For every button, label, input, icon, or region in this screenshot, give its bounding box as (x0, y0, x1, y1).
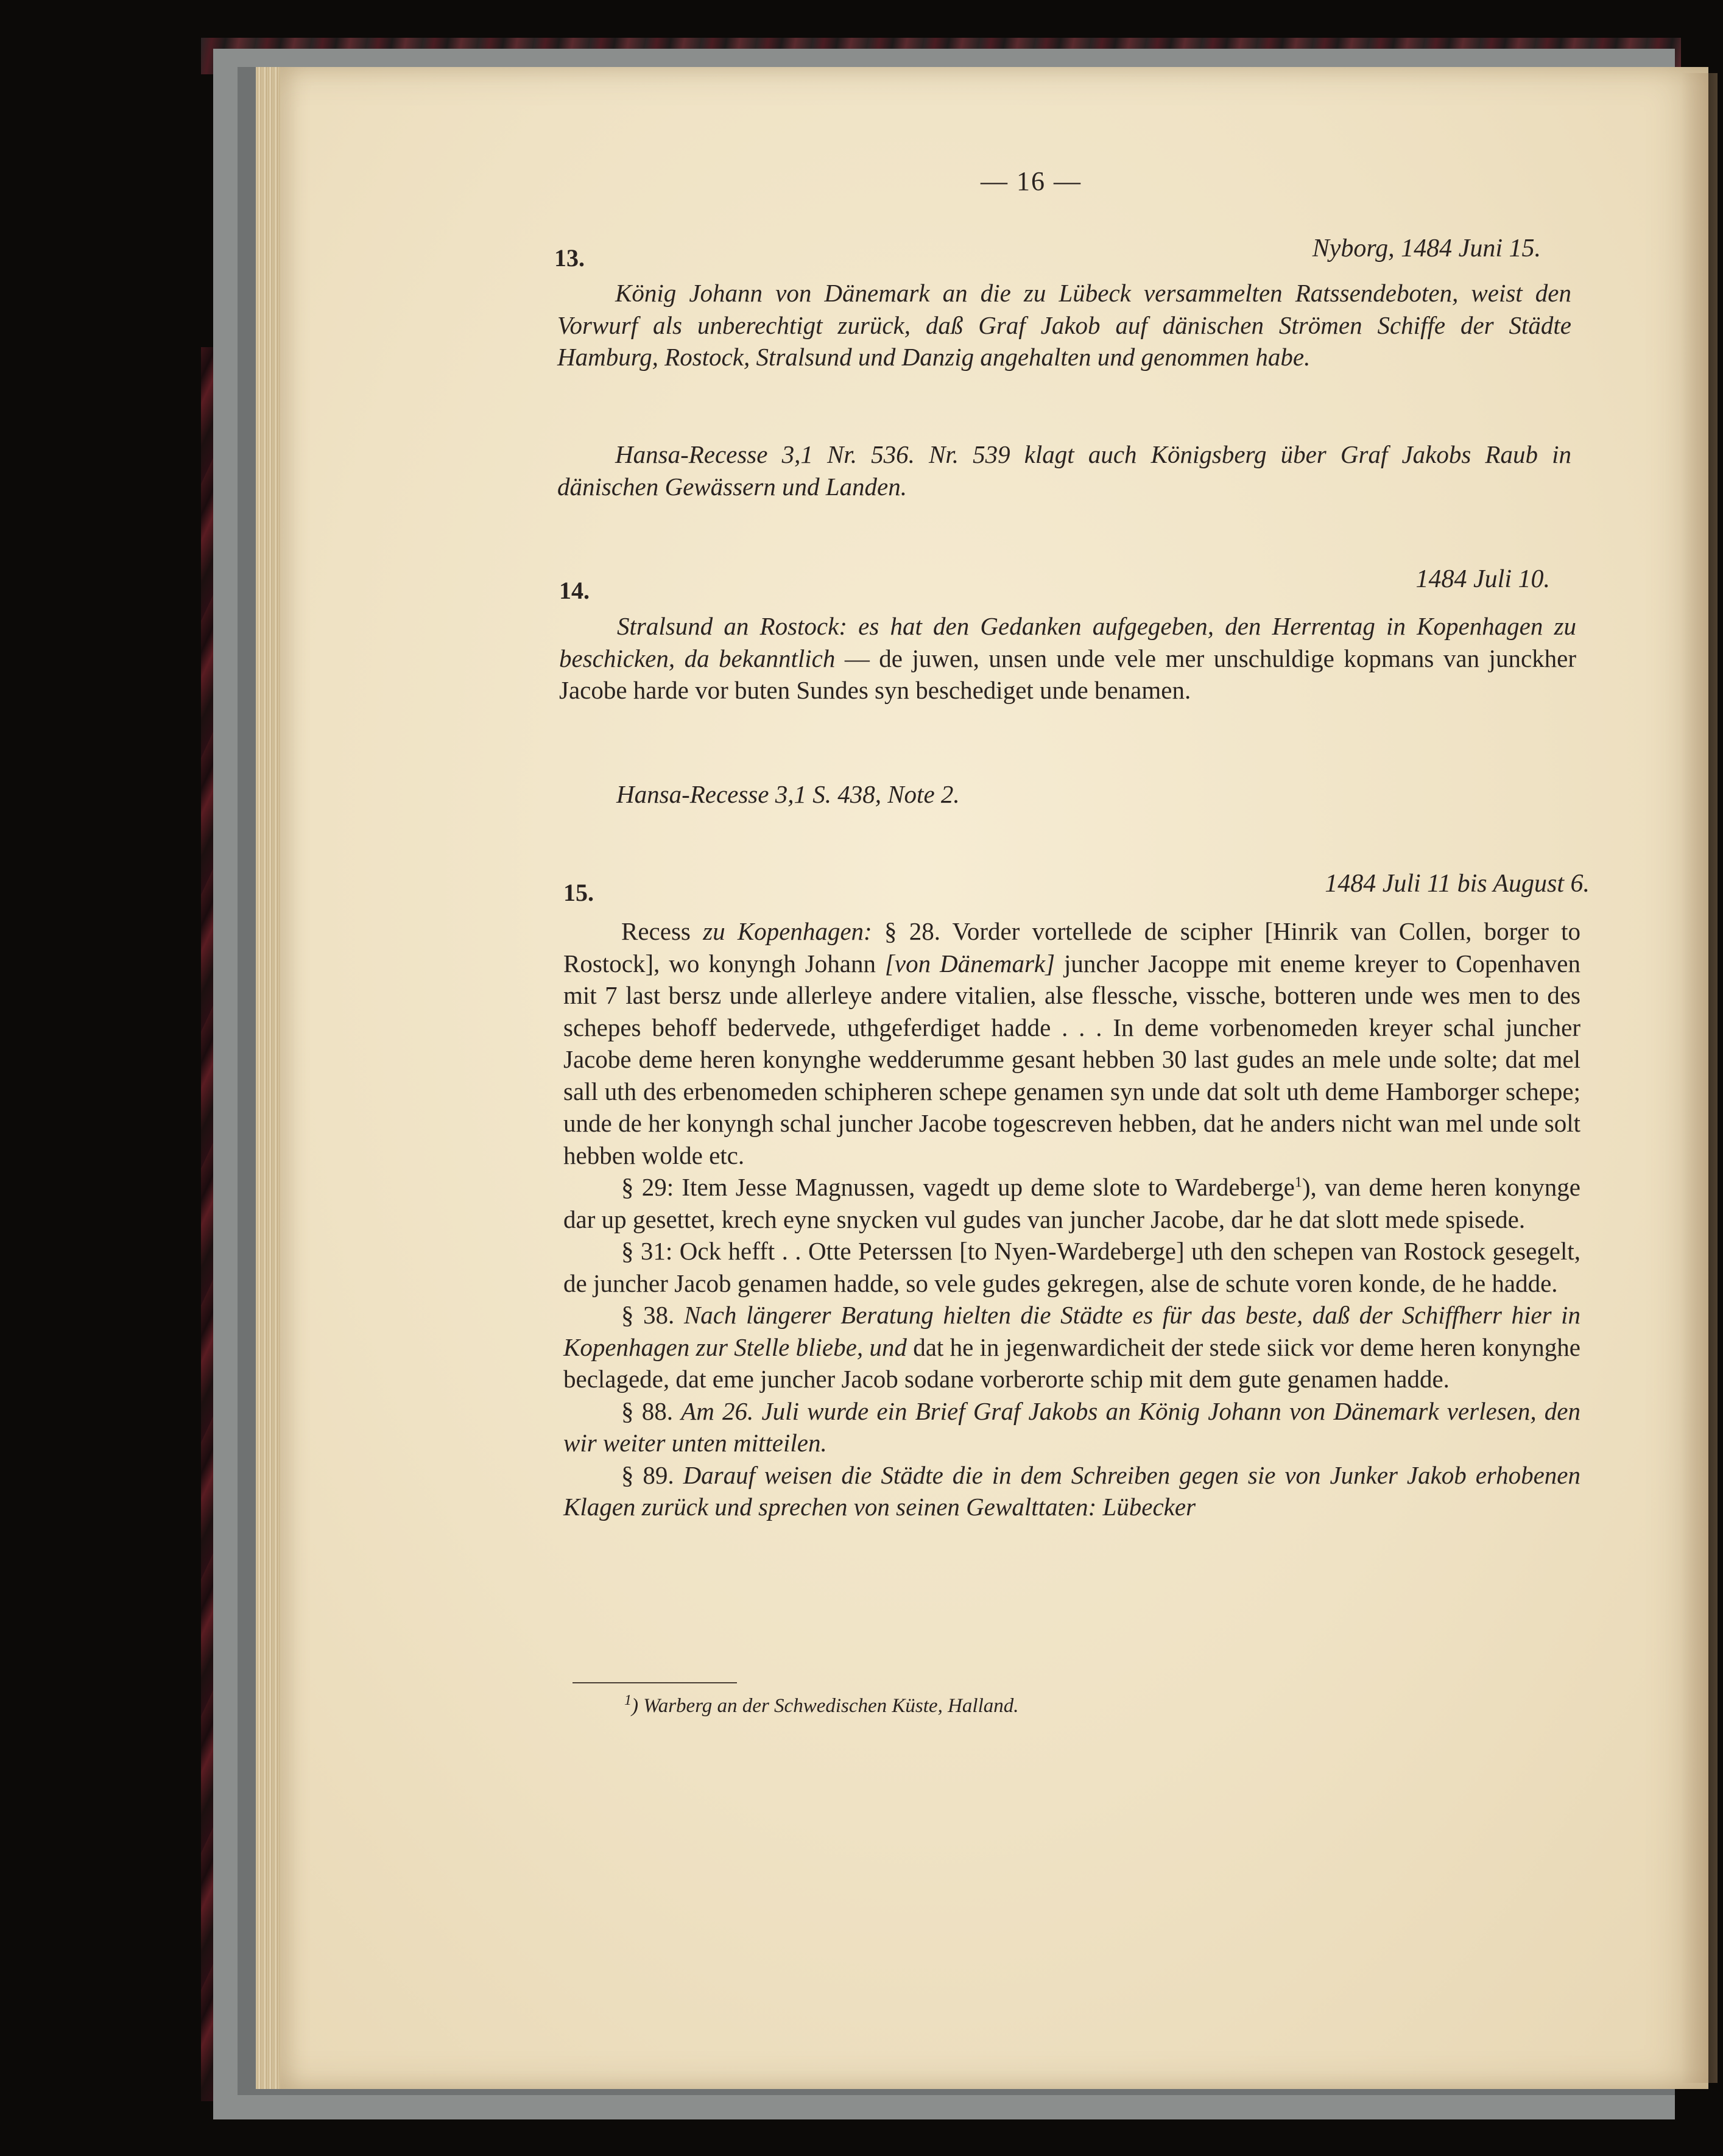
para-28-editorial: [von Dänemark] (884, 949, 1055, 978)
entry-15-para-88 (563, 1395, 1580, 1459)
entry-15-body (563, 915, 1580, 1523)
para-28-text-b: juncher Jacoppe mit eneme kreyer to Copenhaven mit 7 last bersz unde allerleye andere vitalien, alse flessche, vissche, botteren unde wes men to des schepes behoff bedervede, uthgeferdiget hadde . . . In deme vorbenomeden kreyer schal juncher Jacobe deme heren konynghe wedderumme gesant hebben 30 last gudes an mele unde solte; dat mel sall uth des erbenomeden schipheren schepe genamen syn unde dat solt uth deme Hamborger schepe; unde de her konyngh schal juncher Jacobe togescreven hebben, dat he anders nicht wan mel unde solt hebben wolde etc. (563, 949, 1581, 1169)
entry-14-summary-italic: Stralsund an Rostock: es hat den Gedanken aufgegeben, den Herrentag in Kopenhagen zu beschicken, da bekanntlich (559, 612, 1576, 672)
page-fold-shadow (1681, 73, 1718, 2083)
footnote-ref: 1 (1294, 1174, 1302, 1191)
para-88-label: § 88. (621, 1397, 682, 1425)
footnote (624, 1690, 1019, 1722)
recess-place: zu Kopenhagen: (703, 917, 872, 945)
para-38-label: § 38. (621, 1301, 684, 1329)
entry-13-source: Hansa-Recesse 3,1 Nr. 536. Nr. 539 klagt auch Königsberg über Graf Jakobs Raub in dänischen Gewässern und Landen. (557, 440, 1571, 501)
footnote-marker: 1 (624, 1693, 632, 1708)
entry-15-para-29 (563, 1171, 1580, 1235)
para-89-label: § 89. (621, 1460, 683, 1489)
entry-15-date: 1484 Juli 11 bis August 6. (1325, 870, 1590, 898)
para-38-text: dat he in jegenwardicheit der stede siick vor deme heren konynghe beclagede, dat eme juncher Jacob sodane vorberorte schip mit dem gute genamen hadde. (563, 1333, 1580, 1393)
entry-14-source: Hansa-Recesse 3,1 S. 438, Note 2. (616, 780, 960, 808)
recess-label: Recess (621, 917, 703, 945)
footnote-text: ) Warberg an der Schwedischen Küste, Halland. (632, 1695, 1019, 1717)
entry-13-summary: König Johann von Dänemark an die zu Lübeck versammelten Ratssendeboten, weist den Vorwurf als unberechtigt zurück, daß Graf Jakob auf dänischen Strömen Schiffe der Städte Hamburg, Rostock, Stralsund und Danzig angehalten und genommen habe. (557, 279, 1571, 371)
entry-14-summary (559, 610, 1576, 706)
entry-14-summary-quote: — de juwen, unsen unde vele mer unschuldige kopmans van junckher Jacobe harde vor buten Sundes syn beschediget unde benamen. (559, 644, 1576, 704)
para-38-italic: Nach längerer Beratung hielten die Städte es für das beste, daß der Schiffherr hier in Kopenhagen zur Stelle bliebe, und (563, 1301, 1581, 1361)
entry-15-para-31: § 31: Ock hefft . . Otte Peterssen [to Nyen-Wardeberge] uth den schepen van Rostock gesegelt, de juncher Jacob genamen hadde, so vele gudes gekregen, alse de schute voren konde, de he hadde. (563, 1237, 1580, 1297)
entry-14-date: 1484 Juli 10. (1415, 565, 1550, 593)
para-28-text-a: § 28. Vorder vortellede de scipher [Hinrik van Collen, borger to Rostock], wo konyngh Johann (563, 917, 1580, 978)
entry-15-number: 15. (563, 879, 594, 906)
page-number: — 16 — (981, 166, 1082, 196)
entry-15-para-89 (563, 1459, 1580, 1523)
entry-13-date: Nyborg, 1484 Juni 15. (1312, 234, 1541, 262)
entry-13-number: 13. (554, 244, 585, 272)
para-88-italic: Am 26. Juli wurde ein Brief Graf Jakobs an König Johann von Dänemark verlesen, den wir weiter unten mitteilen. (563, 1397, 1581, 1457)
para-29-text-b: ), van deme heren konynge dar up gesettet, krech eyne snycken vul gudes van juncher Jacobe, dar he dat slott mede spisede. (563, 1173, 1580, 1233)
entry-15-para-38 (563, 1299, 1580, 1395)
footnote-rule (573, 1682, 737, 1683)
para-29-text-a: § 29: Item Jesse Magnussen, vagedt up deme slote to Wardeberge (621, 1173, 1295, 1201)
entry-15-para-28 (563, 915, 1580, 1171)
entry-14-number: 14. (559, 577, 590, 604)
para-89-italic: Darauf weisen die Städte die in dem Schreiben gegen sie von Junker Jakob erhobenen Klagen zurück und sprechen von seinen Gewalttaten: Lübecker (563, 1460, 1580, 1521)
